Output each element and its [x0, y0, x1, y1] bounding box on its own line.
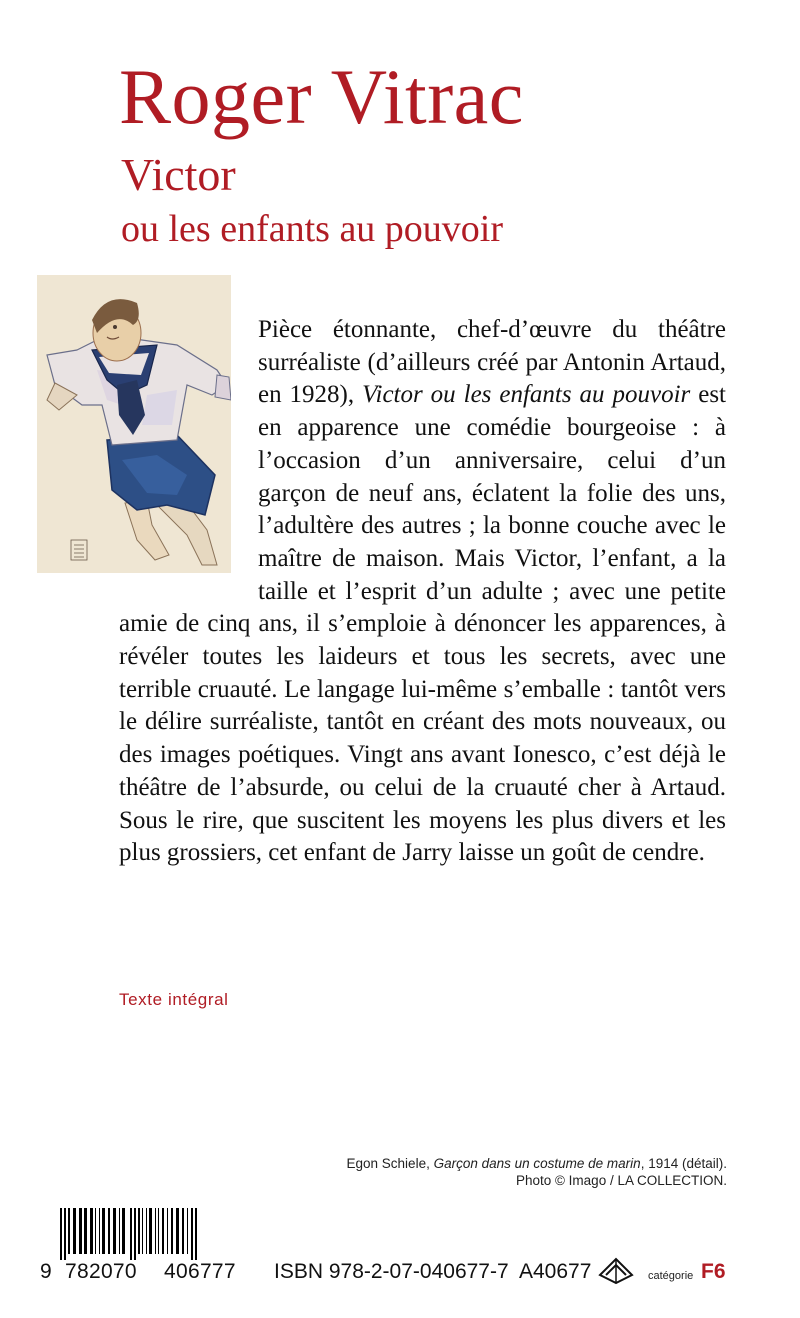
barcode-bar [130, 1208, 132, 1260]
barcode-bar [68, 1208, 70, 1254]
barcode-bar [73, 1208, 76, 1254]
barcode-bar [95, 1208, 96, 1254]
book-subtitle: ou les enfants au pouvoir [121, 208, 504, 250]
barcode-bar [108, 1208, 110, 1254]
barcode-bar [146, 1208, 147, 1254]
barcode-bar [195, 1208, 197, 1260]
barcode-bar [176, 1208, 179, 1254]
blurb-rest: est en apparence une comédie bourgeoise : à l’occasion d’un anniversaire, celui d’un garçon de neuf ans, éclatent la folie des uns, l’adultère des autres ; la bonne couche avec le maître de maison. Mais Victor, l’enfant, a la taille et l’esprit d’un adulte ; avec une petite amie de cinq ans, il s’emploie à dénoncer les apparences, à révéler toutes les laideurs et tous les secrets, avec une terrible cruauté. Le langage lui-même s’emballe : tantôt vers le délire surréaliste, tantôt en créant des mots nouveaux, ou des images poétiques. Vingt ans avant Ionesco, c’est déjà le théâtre de l’absurde, ou celui de la cruauté cher à Artaud. Sous le rire, que suscitent les moyens les plus divers et les plus grossiers, cet enfant de Jarry laisse un goût de cendre. [119, 381, 726, 867]
back-cover-blurb [119, 314, 726, 870]
barcode-bar [64, 1208, 66, 1260]
barcode-bar [155, 1208, 156, 1254]
barcode-bar [149, 1208, 152, 1254]
barcode-bar [79, 1208, 82, 1254]
blurb-work-title: Victor ou les enfants au pouvoir [362, 381, 691, 409]
barcode-bar [167, 1208, 168, 1254]
category-value: F6 [701, 1260, 726, 1283]
barcode-bar [122, 1208, 125, 1254]
barcode-bar [171, 1208, 173, 1254]
barcode-bar [138, 1208, 140, 1254]
barcode-bar [113, 1208, 116, 1254]
credit-artist: Egon Schiele, [346, 1156, 434, 1171]
credit-details: , 1914 (détail). [640, 1156, 727, 1171]
barcode-bar [162, 1208, 164, 1254]
barcode-bar [142, 1208, 143, 1254]
barcode-group-2: 406777 [164, 1260, 236, 1283]
blurb-intro: Pièce étonnante, chef-d’œuvre du théâtre surréaliste (d’ailleurs créé par Antonin Artaud, en 1928), [258, 316, 726, 409]
credit-photo: Photo © Imago / LA COLLECTION. [515, 1173, 727, 1188]
credit-painting-title: Garçon dans un costume de marin [433, 1156, 641, 1171]
barcode-bar [99, 1208, 100, 1254]
barcode-bar [119, 1208, 120, 1254]
barcode-group-1: 782070 [65, 1260, 137, 1283]
book-title: Victor [121, 149, 236, 200]
product-code: A40677 [519, 1260, 592, 1283]
barcode-bar [102, 1208, 105, 1254]
edition-note: Texte intégral [119, 990, 229, 1009]
barcode [58, 1208, 258, 1260]
author-name: Roger Vitrac [119, 53, 524, 140]
barcode-bar [182, 1208, 184, 1254]
image-credit [327, 1155, 727, 1189]
barcode-lead-digit: 9 [40, 1260, 52, 1283]
barcode-bar [158, 1208, 159, 1254]
isbn: ISBN 978-2-07-040677-7 [274, 1260, 509, 1283]
barcode-bar [90, 1208, 93, 1254]
barcode-bar [84, 1208, 87, 1254]
barcode-bar [134, 1208, 136, 1260]
barcode-bar [191, 1208, 193, 1260]
barcode-bar [60, 1208, 62, 1260]
folio-logo-icon [596, 1255, 636, 1287]
barcode-bar [187, 1208, 188, 1254]
category-label: catégorie [648, 1270, 694, 1282]
